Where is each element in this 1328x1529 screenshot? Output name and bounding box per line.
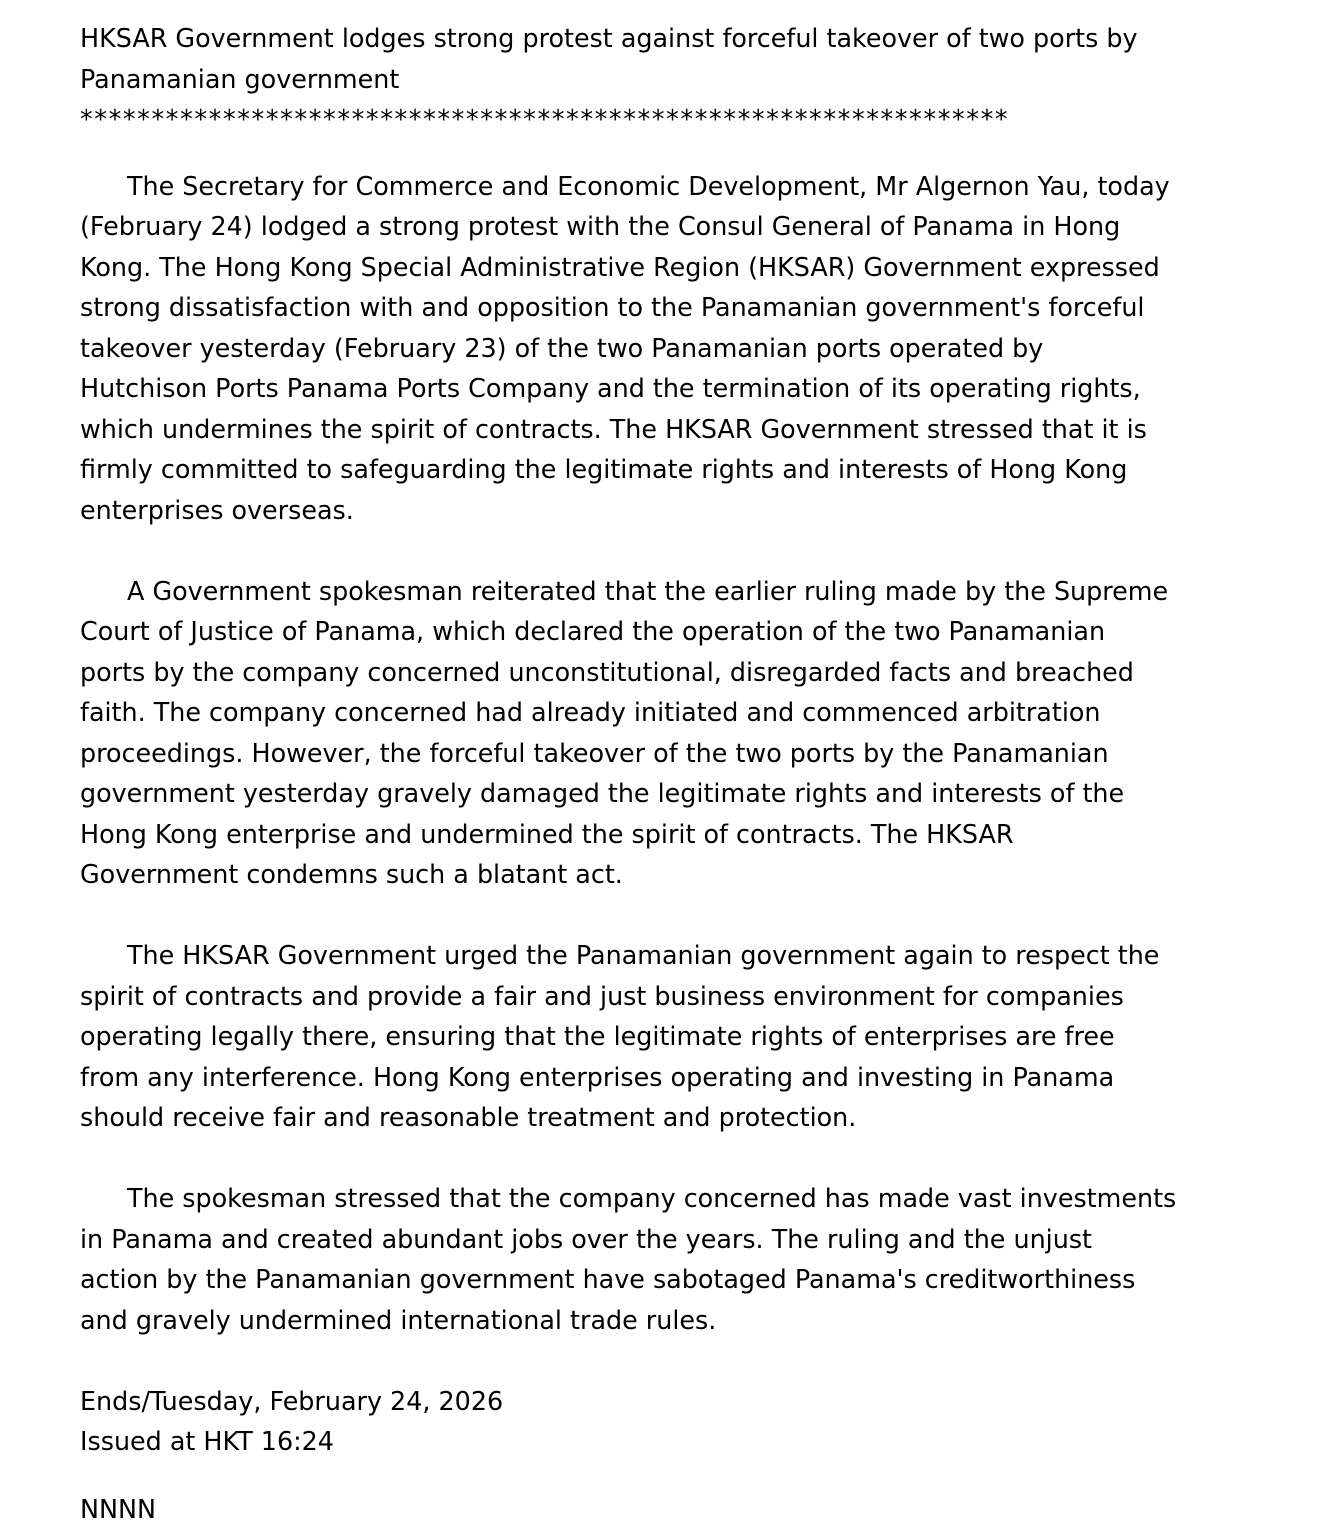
spacer [80, 1462, 1280, 1489]
paragraph-line: ports by the company concerned unconstitutional, disregarded facts and breached [80, 652, 1280, 693]
paragraph-line [80, 571, 1280, 612]
paragraph-3 [80, 935, 1280, 1138]
end-marker: NNNN [80, 1489, 1280, 1529]
paragraph-line: from any interference. Hong Kong enterprises operating and investing in Panama [80, 1057, 1280, 1098]
paragraph-line: operating legally there, ensuring that the legitimate rights of enterprises are free [80, 1016, 1280, 1057]
text: The spokesman stressed that the company concerned has made vast investments [127, 1183, 1176, 1213]
paragraph-line: strong dissatisfaction with and opposition to the Panamanian government's forceful [80, 287, 1280, 328]
spacer [80, 140, 1280, 166]
paragraph-line: spirit of contracts and provide a fair and just business environment for companies [80, 976, 1280, 1017]
paragraph-line: and gravely undermined international trade rules. [80, 1300, 1280, 1341]
headline [80, 18, 1280, 140]
paragraph-line: action by the Panamanian government have sabotaged Panama's creditworthiness [80, 1259, 1280, 1300]
text: The HKSAR Government urged the Panamanian government again to respect the [127, 940, 1159, 970]
spacer [80, 530, 1280, 571]
paragraph-line: takeover yesterday (February 23) of the two Panamanian ports operated by [80, 328, 1280, 369]
paragraph-line [80, 935, 1280, 976]
paragraph-4 [80, 1178, 1280, 1340]
paragraph-line: Kong. The Hong Kong Special Administrative Region (HKSAR) Government expressed [80, 247, 1280, 288]
paragraph-line: Court of Justice of Panama, which declared the operation of the two Panamanian [80, 611, 1280, 652]
paragraph-line: government yesterday gravely damaged the legitimate rights and interests of the [80, 773, 1280, 814]
paragraph-line: (February 24) lodged a strong protest with the Consul General of Panama in Hong [80, 206, 1280, 247]
sign-off [80, 1381, 1280, 1462]
paragraph-line: firmly committed to safeguarding the legitimate rights and interests of Hong Kong [80, 449, 1280, 490]
ends-line: Ends/Tuesday, February 24, 2026 [80, 1381, 1280, 1422]
paragraph-line: faith. The company concerned had already initiated and commenced arbitration [80, 692, 1280, 733]
paragraph-line: Hutchison Ports Panama Ports Company and the termination of its operating rights, [80, 368, 1280, 409]
paragraph-line: which undermines the spirit of contracts. The HKSAR Government stressed that it is [80, 409, 1280, 450]
paragraph-1 [80, 166, 1280, 531]
paragraph-2 [80, 571, 1280, 895]
headline-line: Panamanian government [80, 59, 1280, 100]
spacer [80, 895, 1280, 936]
spacer [80, 1138, 1280, 1179]
text: The Secretary for Commerce and Economic Development, Mr Algernon Yau, today [127, 171, 1170, 201]
paragraph-line: in Panama and created abundant jobs over the years. The ruling and the unjust [80, 1219, 1280, 1260]
paragraph-line [80, 1178, 1280, 1219]
paragraph-line: should receive fair and reasonable treatment and protection. [80, 1097, 1280, 1138]
headline-line: HKSAR Government lodges strong protest against forceful takeover of two ports by [80, 18, 1280, 59]
text: A Government spokesman reiterated that the earlier ruling made by the Supreme [127, 576, 1168, 606]
paragraph-line [80, 166, 1280, 207]
spacer [80, 1340, 1280, 1381]
paragraph-line: Hong Kong enterprise and undermined the spirit of contracts. The HKSAR [80, 814, 1280, 855]
issued-time: Issued at HKT 16:24 [80, 1421, 1280, 1462]
paragraph-line: Government condemns such a blatant act. [80, 854, 1280, 895]
asterisk-separator: ***************************************************************** [80, 99, 1280, 140]
press-release [80, 18, 1280, 1529]
paragraph-line: enterprises overseas. [80, 490, 1280, 531]
paragraph-line: proceedings. However, the forceful takeover of the two ports by the Panamanian [80, 733, 1280, 774]
